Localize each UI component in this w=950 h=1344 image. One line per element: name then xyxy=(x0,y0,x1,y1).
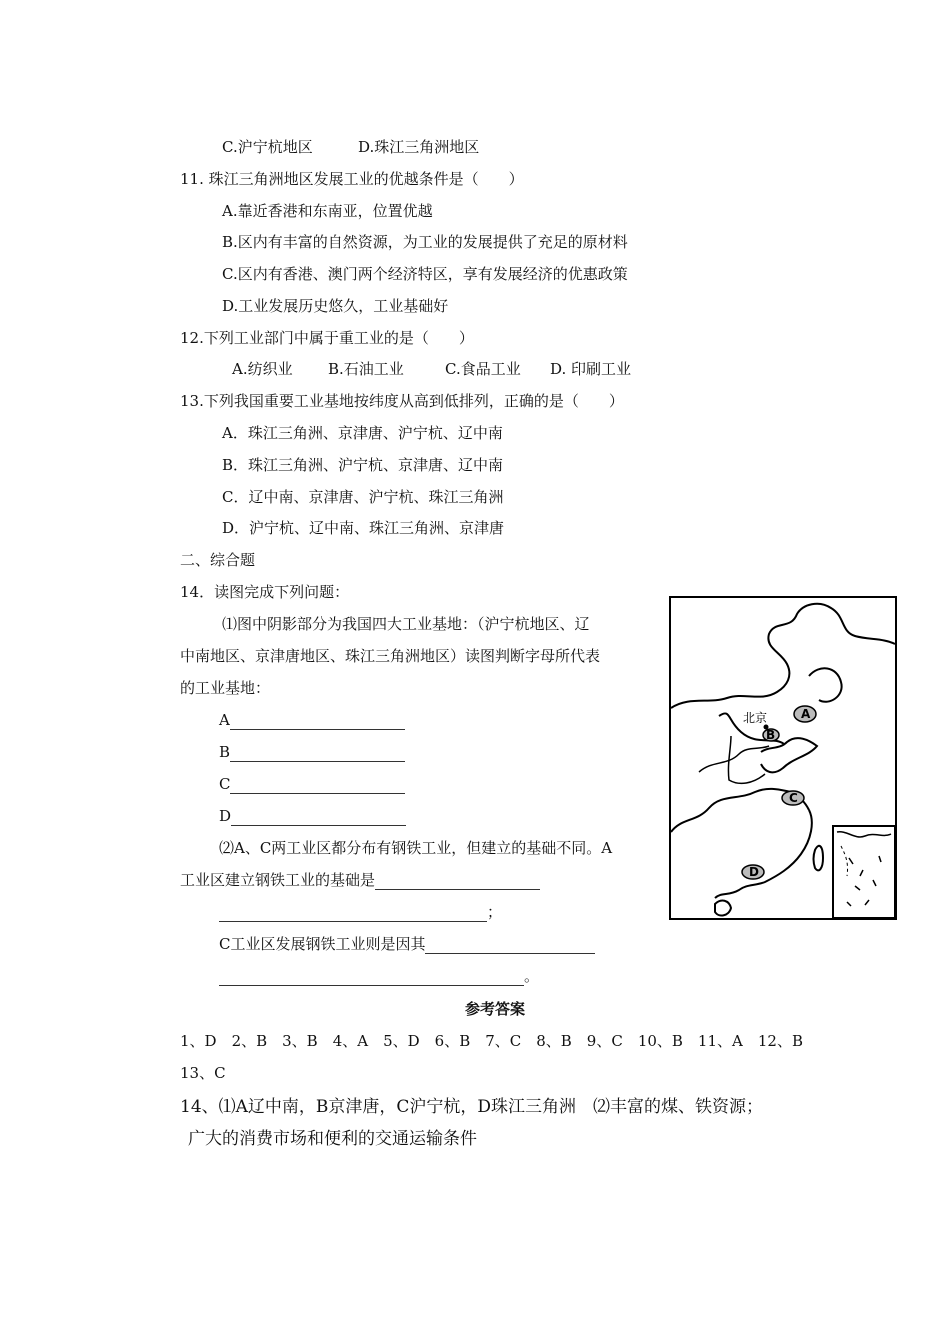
q12-option-c: C.食品工业 xyxy=(445,360,521,378)
q13-option-b: B．珠江三角洲、沪宁杭、京津唐、辽中南 xyxy=(222,456,504,474)
q13-option-d: D．沪宁杭、辽中南、珠江三角洲、京津唐 xyxy=(222,519,505,537)
answers-line1: 1、D 2、B 3、B 4、A 5、D 6、B 7、C 8、B 9、C 10、B 11、A 12、B xyxy=(180,1032,803,1050)
q14-blank-b[interactable] xyxy=(219,742,405,762)
q14-p3-line1 xyxy=(219,934,595,954)
q14-p2-line1: ⑵A、C两工业区都分布有钢铁工业，但建立的基础不同。A xyxy=(219,839,613,857)
q12-option-d: D. 印刷工业 xyxy=(550,360,632,378)
label-c: C xyxy=(789,791,798,805)
q14-p3-line2 xyxy=(219,966,539,986)
q14-p2-line2 xyxy=(180,870,540,890)
q10-option-c: C.沪宁杭地区 xyxy=(222,138,313,156)
q14-blank-a[interactable] xyxy=(219,710,405,730)
q11-option-b: B.区内有丰富的自然资源，为工业的发展提供了充足的原材料 xyxy=(222,233,628,251)
industrial-base-map xyxy=(669,596,897,920)
q14-p2-text: 工业区建立钢铁工业的基础是 xyxy=(180,871,376,889)
q12-option-a: A.纺织业 xyxy=(232,360,293,378)
q13-option-c: C．辽中南、京津唐、沪宁杭、珠江三角洲 xyxy=(222,488,504,506)
answers-line4: 广大的消费市场和便利的交通运输条件 xyxy=(188,1129,477,1149)
q11-option-d: D.工业发展历史悠久，工业基础好 xyxy=(222,297,449,315)
q14-p1-line2: 中南地区、京津唐地区、珠江三角洲地区）读图判断字母所代表 xyxy=(180,647,601,665)
blank-label: D xyxy=(219,807,232,825)
q11-stem: 11. 珠江三角洲地区发展工业的优越条件是（ ） xyxy=(180,170,524,188)
blank-label: A xyxy=(219,711,230,729)
answer-line[interactable] xyxy=(219,906,487,922)
q11-option-a: A.靠近香港和东南亚，位置优越 xyxy=(222,202,433,220)
label-b: B xyxy=(766,728,776,742)
answer-line[interactable] xyxy=(425,938,595,954)
answer-line[interactable] xyxy=(230,778,405,794)
q10-option-d: D.珠江三角洲地区 xyxy=(358,138,480,156)
section-title: 二、综合题 xyxy=(180,551,256,569)
beijing-label: 北京 xyxy=(743,711,768,725)
q14-p1-line3: 的工业基地： xyxy=(180,679,271,697)
semicolon: ； xyxy=(487,903,503,921)
q12-option-b: B.石油工业 xyxy=(328,360,404,378)
answers-line2: 13、C xyxy=(180,1064,226,1082)
q12-stem: 12.下列工业部门中属于重工业的是（ ） xyxy=(180,329,474,347)
label-a: A xyxy=(801,707,811,721)
q14-stem: 14．读图完成下列问题： xyxy=(180,583,350,601)
label-d: D xyxy=(749,865,759,879)
answer-line[interactable] xyxy=(230,714,405,730)
q11-option-c: C.区内有香港、澳门两个经济特区，享有发展经济的优惠政策 xyxy=(222,265,628,283)
q14-blank-c[interactable] xyxy=(219,774,405,794)
q14-p1-line1: ⑴图中阴影部分为我国四大工业基地：（沪宁杭地区、辽 xyxy=(222,615,590,633)
blank-label: C xyxy=(219,775,231,793)
answer-line[interactable] xyxy=(231,810,406,826)
period: 。 xyxy=(524,967,540,985)
q14-p2-line3 xyxy=(219,902,502,922)
answers-title: 参考答案 xyxy=(465,1000,526,1018)
answer-line[interactable] xyxy=(219,970,524,986)
q13-stem: 13.下列我国重要工业基地按纬度从高到低排列，正确的是（ ） xyxy=(180,392,624,410)
answer-line[interactable] xyxy=(230,746,405,762)
q14-p3-text: C工业区发展钢铁工业则是因其 xyxy=(219,935,426,953)
answer-line[interactable] xyxy=(375,874,540,890)
q14-blank-d[interactable] xyxy=(219,806,406,826)
blank-label: B xyxy=(219,743,231,761)
q13-option-a: A．珠江三角洲、京津唐、沪宁杭、辽中南 xyxy=(222,424,503,442)
south-china-sea-inset xyxy=(833,826,895,918)
answers-line3: 14、⑴A辽中南，B京津唐，C沪宁杭，D珠江三角洲 ⑵丰富的煤、铁资源； xyxy=(180,1097,764,1117)
